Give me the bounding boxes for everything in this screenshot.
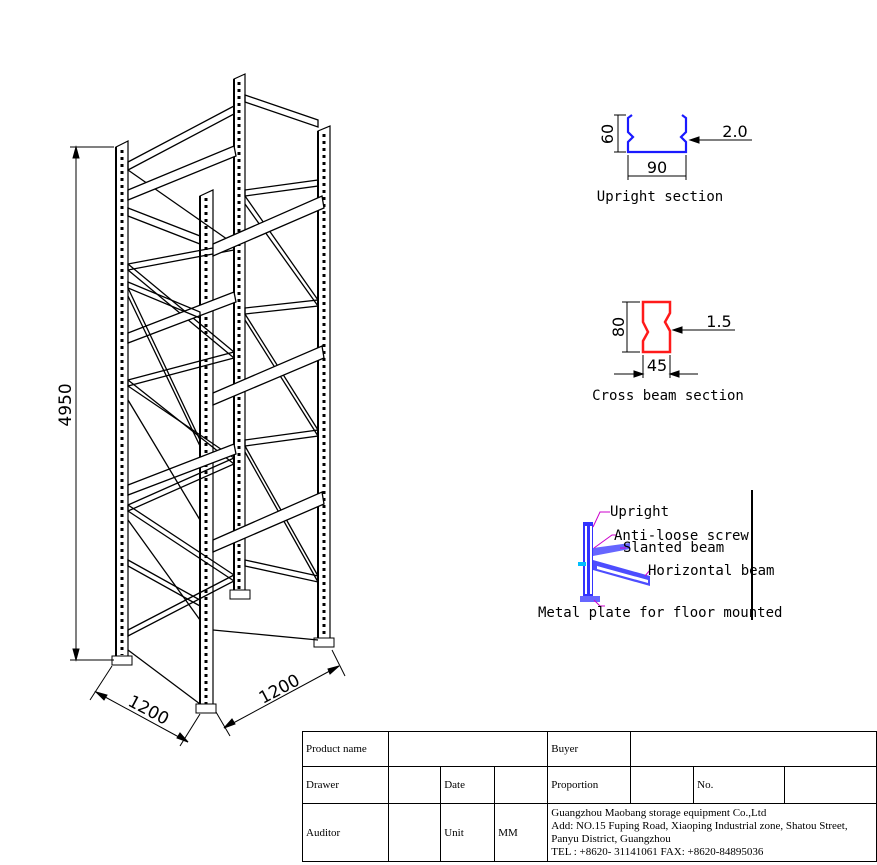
beam-section-thickness: 1.5 (706, 312, 732, 331)
no-value (785, 767, 877, 804)
auditor-value (389, 804, 441, 862)
label-floor-plate: Metal plate for floor mounted (538, 605, 783, 621)
date-label: Date (441, 767, 495, 804)
buyer-label: Buyer (548, 732, 631, 767)
upright-section-thickness: 2.0 (722, 122, 748, 141)
drawer-value (389, 767, 441, 804)
label-upright: Upright (610, 504, 670, 520)
label-slanted-beam: Slanted beam (623, 540, 725, 556)
proportion-label: Proportion (548, 767, 631, 804)
connection-detail-diagram (538, 490, 782, 621)
beam-section-width: 45 (646, 356, 668, 375)
upright-section-caption: Upright section (596, 189, 724, 205)
company-info (548, 804, 877, 862)
rack-frame-drawing (112, 74, 334, 713)
buyer-value (631, 732, 877, 767)
unit-value: MM (495, 804, 548, 862)
company-name: Guangzhou Maobang storage equipment Co.,Ltd (551, 806, 767, 819)
upright-section-width: 90 (646, 158, 668, 177)
company-address-line1: Add: NO.15 Fuping Road, Xiaoping Industrial zone, Shatou Street, (551, 819, 848, 832)
label-anti-loose-screw: Anti-loose screw (614, 528, 749, 544)
upright-section-height: 60 (598, 123, 617, 145)
upright-front-left (116, 141, 128, 664)
front-frame-members (128, 208, 200, 620)
width-dimension-label: 1200 (255, 670, 304, 709)
auditor-label: Auditor (303, 804, 389, 862)
upright-profile-shape (628, 115, 686, 152)
company-address-line2: Panyu District, Guangzhou (551, 832, 671, 845)
title-block (302, 731, 877, 862)
height-dimension-label: 4950 (56, 383, 76, 427)
product-name-value (389, 732, 548, 767)
beam-section-height: 80 (609, 316, 628, 338)
drawer-label: Drawer (303, 767, 389, 804)
no-label: No. (694, 767, 785, 804)
base-plate (196, 704, 216, 713)
height-dimension (70, 147, 114, 660)
label-horizontal-beam: Horizontal beam (648, 563, 775, 579)
beam-profile-shape (643, 302, 670, 352)
base-plate (112, 656, 132, 665)
company-contact: TEL : +8620- 31141061 FAX: +8620-84895036 (551, 845, 764, 858)
upright-front-right (200, 190, 213, 712)
product-name-label: Product name (303, 732, 389, 767)
depth-dimension-label: 1200 (124, 691, 173, 730)
base-plate (230, 590, 250, 599)
beam-section-diagram (592, 302, 744, 404)
upright-section-diagram (597, 115, 752, 205)
date-value (495, 767, 548, 804)
beam-section-caption: Cross beam section (592, 388, 744, 404)
unit-label: Unit (441, 804, 495, 862)
proportion-value (631, 767, 694, 804)
